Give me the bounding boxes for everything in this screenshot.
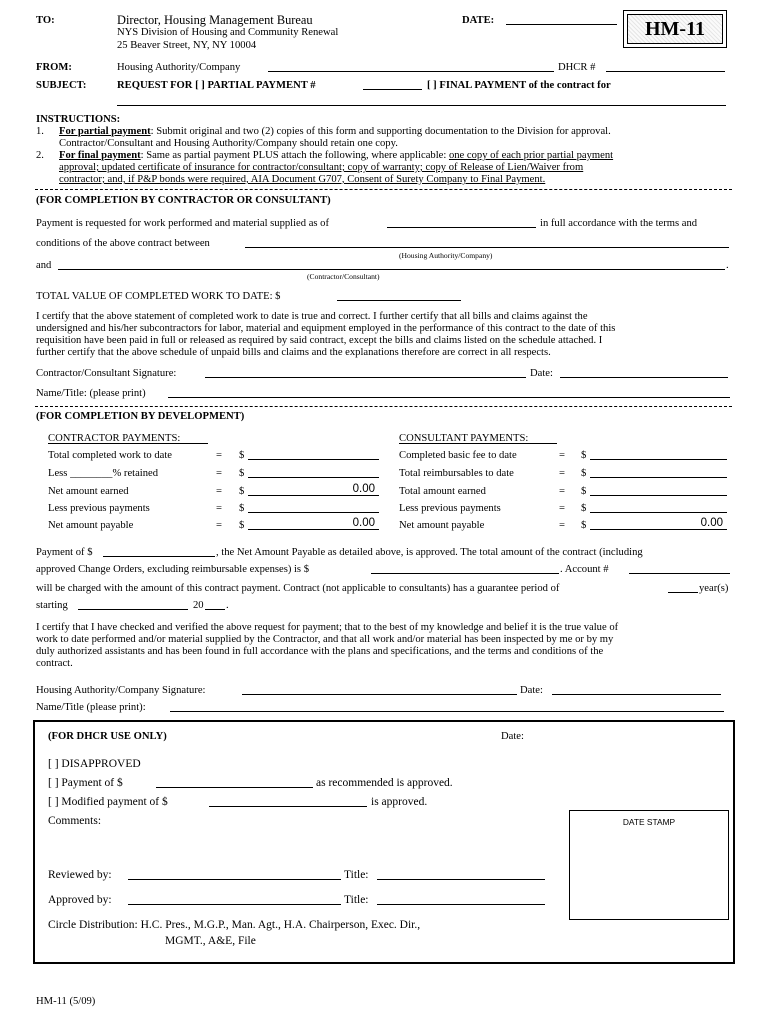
modified-payment-text: is approved. <box>371 796 428 808</box>
instruction-2-line2: approval; updated certificate of insurance for contractor/consultant; copy of warranty; copy of Release of Lien/Waiver from <box>59 162 584 173</box>
contractor-row-amount-field[interactable] <box>248 495 379 496</box>
contractor-signature-label: Contractor/Consultant Signature: <box>36 368 177 379</box>
consultant-row-equals: = <box>559 450 565 461</box>
starting-date-field[interactable] <box>78 609 188 610</box>
section-divider <box>35 406 732 407</box>
contractor-row-dollar: $ <box>239 468 245 479</box>
distribution-line1: Circle Distribution: H.C. Pres., M.G.P., Man. Agt., H.A. Chairperson, Exec. Dir., <box>48 919 421 931</box>
consultant-row-equals: = <box>559 486 565 497</box>
instructions-heading: INSTRUCTIONS: <box>36 114 121 125</box>
approved-title-label: Title: <box>344 894 369 906</box>
approval-line3b: year(s) <box>699 583 729 594</box>
contractor-cert-line1: I certify that the above statement of completed work to date is true and correct. I further certify that all bills and claims against the <box>36 311 588 322</box>
instruction-2-title: For final payment <box>59 150 141 161</box>
dhcr-heading: (FOR DHCR USE ONLY) <box>48 731 167 742</box>
form-version: HM-11 (5/09) <box>36 996 96 1007</box>
to-address: 25 Beaver Street, NY, NY 10004 <box>117 40 257 51</box>
contractor-row-dollar: $ <box>239 520 245 531</box>
contractor-row-amount-value: 0.00 <box>352 483 375 495</box>
contractor-line1a: Payment is requested for work performed and material supplied as of <box>36 218 330 229</box>
consultant-row-equals: = <box>559 520 565 531</box>
payment-approved-checkbox[interactable]: [ ] Payment of $ <box>48 777 123 789</box>
contractor-row-dollar: $ <box>239 450 245 461</box>
starting-label: starting <box>36 600 68 611</box>
to-label: TO: <box>36 15 55 26</box>
contractor-row-label: Net amount payable <box>48 520 134 531</box>
year-prefix: 20 <box>193 600 204 611</box>
consultant-row-amount-value: 0.00 <box>700 517 723 529</box>
consultant-row-dollar: $ <box>581 503 587 514</box>
subject-text2: [ ] FINAL PAYMENT of the contract for <box>427 80 611 91</box>
instruction-2-line3: contractor; and, if P&P bonds were required, AIA Document G707, Consent of Surety Company to Final Payment. <box>59 174 546 185</box>
contractor-consultant-field[interactable] <box>58 269 725 270</box>
contractor-payments-underline <box>48 443 208 444</box>
disapproved-checkbox[interactable]: [ ] DISAPPROVED <box>48 758 141 770</box>
contractor-row-equals: = <box>216 468 222 479</box>
contractor-date-label: Date: <box>530 368 553 379</box>
consultant-row-amount-field[interactable] <box>590 459 727 460</box>
dhcr-label: DHCR # <box>558 62 596 73</box>
consultant-row-dollar: $ <box>581 520 587 531</box>
contractor-row-equals: = <box>216 450 222 461</box>
and-label: and <box>36 260 52 271</box>
contractor-payments-heading: CONTRACTOR PAYMENTS: <box>48 433 181 444</box>
approved-payment-field[interactable] <box>103 556 215 557</box>
approval-line1b: , the Net Amount Payable as detailed above, is approved. The total amount of the contract (including <box>216 547 643 558</box>
from-field-label: Housing Authority/Company <box>117 62 241 73</box>
header-date-field[interactable] <box>506 24 617 25</box>
dhcr-payment-field[interactable] <box>156 787 313 788</box>
consultant-row-amount-field[interactable] <box>590 512 727 513</box>
approved-by-label: Approved by: <box>48 894 112 906</box>
consultant-row-label: Less previous payments <box>399 503 501 514</box>
form-id: HM-11 <box>645 18 705 40</box>
date-stamp-label: DATE STAMP <box>622 817 676 827</box>
subject-label: SUBJECT: <box>36 80 87 91</box>
reviewed-by-label: Reviewed by: <box>48 869 112 881</box>
development-section-heading: (FOR COMPLETION BY DEVELOPMENT) <box>36 411 245 422</box>
caption-contractor-consultant: (Contractor/Consultant) <box>307 272 380 281</box>
contractor-name-title-field[interactable] <box>168 397 730 398</box>
consultant-row-dollar: $ <box>581 468 587 479</box>
date-stamp-box <box>569 810 729 920</box>
contractor-row-equals: = <box>216 503 222 514</box>
modified-payment-checkbox[interactable]: [ ] Modified payment of $ <box>48 796 168 808</box>
consultant-row-equals: = <box>559 503 565 514</box>
approval-line1a: Payment of $ <box>36 547 93 558</box>
ha-name-title-field[interactable] <box>170 711 724 712</box>
contractor-section-heading: (FOR COMPLETION BY CONTRACTOR OR CONSULTANT) <box>36 195 331 206</box>
ha-name-title-label: Name/Title (please print): <box>36 702 146 713</box>
consultant-row-label: Completed basic fee to date <box>399 450 517 461</box>
modified-payment-field[interactable] <box>209 806 367 807</box>
starting-year-field[interactable] <box>205 609 225 610</box>
reviewed-title-field[interactable] <box>377 879 545 880</box>
header-date-label: DATE: <box>462 15 495 26</box>
instruction-1-line2: Contractor/Consultant and Housing Authority/Company should retain one copy. <box>59 138 398 149</box>
comments-label: Comments: <box>48 815 102 827</box>
development-cert-line1: I certify that I have checked and verified the above request for payment; that to the best of my knowledge and belief it is the true value of <box>36 622 619 633</box>
dhcr-number-field[interactable] <box>606 71 725 72</box>
to-name: Director, Housing Management Bureau <box>117 13 313 27</box>
form-id-badge <box>623 10 727 48</box>
contractor-cert-line4: further certify that the above schedule of unpaid bills and claims and the explanations therefore are correct in all respects. <box>36 347 551 358</box>
account-number-field[interactable] <box>629 573 730 574</box>
contractor-row-dollar: $ <box>239 486 245 497</box>
consultant-row-equals: = <box>559 468 565 479</box>
to-org: NYS Division of Housing and Community Renewal <box>117 27 339 38</box>
contractor-date-field[interactable] <box>560 377 728 378</box>
contractor-period: . <box>726 260 729 271</box>
contractor-line1b: in full accordance with the terms and <box>540 218 698 229</box>
contractor-row-label: Less previous payments <box>48 503 150 514</box>
total-value-label: TOTAL VALUE OF COMPLETED WORK TO DATE: $ <box>36 291 281 302</box>
contractor-row-label: Less ________% retained <box>48 468 159 479</box>
instruction-1-num: 1. <box>36 126 44 137</box>
partial-payment-number-field[interactable] <box>363 89 422 90</box>
development-cert-line3: duly authorized assistants and has been found in full accordance with the plans and specifications, and the terms and conditions of the <box>36 646 604 657</box>
consultant-row-amount-field[interactable] <box>590 477 727 478</box>
consultant-payments-underline <box>399 443 557 444</box>
contractor-row-label: Total completed work to date <box>48 450 172 461</box>
approval-line3a: will be charged with the amount of this contract payment. Contract (not applicable to consultants) has a guarantee period of <box>36 583 560 594</box>
instruction-2-line1: For final payment: Same as partial payment PLUS attach the following, where applicable: one copy of each prior partial payment <box>59 150 614 161</box>
subject-text: REQUEST FOR [ ] PARTIAL PAYMENT # <box>117 80 316 91</box>
distribution-line2: MGMT., A&E, File <box>165 935 256 947</box>
contractor-row-equals: = <box>216 520 222 531</box>
from-label: FROM: <box>36 62 72 73</box>
approval-line2b: . Account # <box>560 564 609 575</box>
section-divider <box>35 189 732 190</box>
contractor-line2: conditions of the above contract between <box>36 238 210 249</box>
contractor-row-amount-field[interactable] <box>248 477 379 478</box>
contractor-name-title-label: Name/Title: (please print) <box>36 388 146 399</box>
consultant-row-label: Net amount payable <box>399 520 485 531</box>
contractor-row-label: Net amount earned <box>48 486 129 497</box>
approved-title-field[interactable] <box>377 904 545 905</box>
ha-signature-label: Housing Authority/Company Signature: <box>36 685 206 696</box>
payment-approved-text: as recommended is approved. <box>316 777 453 789</box>
development-cert-line2: work to date performed and/or material supplied by the Contractor, and that all work and/or material has been inspected by me or by my <box>36 634 614 645</box>
consultant-row-dollar: $ <box>581 486 587 497</box>
contract-for-field[interactable] <box>117 105 726 106</box>
dhcr-date-label: Date: <box>501 731 524 742</box>
instruction-1-line1: For partial payment: Submit original and two (2) copies of this form and supporting documentation to the Division for approval. <box>59 126 611 137</box>
contractor-row-equals: = <box>216 486 222 497</box>
instruction-1-title: For partial payment <box>59 126 151 137</box>
consultant-row-amount-field[interactable] <box>590 495 727 496</box>
ha-signature-field[interactable] <box>242 694 517 695</box>
consultant-row-label: Total amount earned <box>399 486 486 497</box>
consultant-payments-heading: CONSULTANT PAYMENTS: <box>399 433 529 444</box>
reviewed-title-label: Title: <box>344 869 369 881</box>
contractor-signature-field[interactable] <box>205 377 526 378</box>
from-field[interactable] <box>268 71 554 72</box>
approval-line2a: approved Change Orders, excluding reimbursable expenses) is $ <box>36 564 310 575</box>
consultant-row-label: Total reimbursables to date <box>399 468 514 479</box>
reviewed-by-field[interactable] <box>128 879 341 880</box>
work-as-of-date-field[interactable] <box>387 227 536 228</box>
consultant-row-amount-field[interactable] <box>590 529 727 530</box>
contractor-row-dollar: $ <box>239 503 245 514</box>
contractor-cert-line3: requisition have been paid in full or released as required by said contract, except the bills and claims listed on the schedule attached. I <box>36 335 603 346</box>
contractor-row-amount-field[interactable] <box>248 529 379 530</box>
housing-authority-company-field[interactable] <box>245 247 729 248</box>
caption-housing-authority: (Housing Authority/Company) <box>399 251 493 260</box>
contractor-row-amount-field[interactable] <box>248 512 379 513</box>
total-value-field[interactable] <box>337 300 461 301</box>
ha-date-field[interactable] <box>552 694 721 695</box>
approved-by-field[interactable] <box>128 904 341 905</box>
consultant-row-dollar: $ <box>581 450 587 461</box>
contractor-row-amount-value: 0.00 <box>352 517 375 529</box>
starting-period: . <box>226 600 229 611</box>
ha-date-label: Date: <box>520 685 543 696</box>
contractor-row-amount-field[interactable] <box>248 459 379 460</box>
total-contract-amount-field[interactable] <box>371 573 559 574</box>
development-cert-line4: contract. <box>36 658 73 669</box>
guarantee-period-field[interactable] <box>668 592 698 593</box>
contractor-cert-line2: undersigned and his/her subcontractors for labor, material and equipment employed in the performance of this contract to the date of this <box>36 323 616 334</box>
instruction-2-num: 2. <box>36 150 44 161</box>
